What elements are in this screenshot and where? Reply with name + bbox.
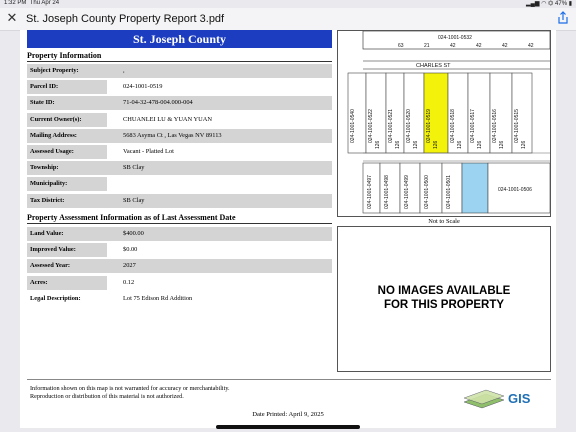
map-parcel-label: 024-1001-0521 bbox=[388, 109, 394, 143]
status-time: 1:32 PM Thu Apr 24 bbox=[4, 0, 60, 6]
info-row bbox=[27, 227, 332, 241]
date-printed: Date Printed: April 9, 2025 bbox=[252, 411, 324, 418]
county-header: St. Joseph County bbox=[27, 30, 332, 48]
map-parcel-label: 024-1001-0520 bbox=[406, 109, 412, 143]
row-value: 0.12 bbox=[123, 278, 135, 286]
info-row bbox=[27, 292, 332, 306]
document-titlebar bbox=[0, 8, 576, 31]
map-parcel-label: 024-1001-0540 bbox=[350, 109, 356, 143]
map-parcel-label: 024-1001-0506 bbox=[498, 187, 532, 193]
section-assessment-info: Property Assessment Information as of Last Assessment Date bbox=[27, 213, 236, 222]
row-value: 5683 Asyma Ct , Las Vegas NV 89113 bbox=[107, 129, 332, 143]
map-parcel-label: 024-1001-0497 bbox=[367, 175, 373, 209]
not-to-scale-label: Not to Scale bbox=[428, 218, 460, 225]
gis-logo bbox=[460, 382, 550, 412]
map-lot-dimension: 126 bbox=[413, 140, 419, 149]
row-value: 71-04-32-478-004.000-004 bbox=[107, 96, 332, 110]
status-battery: ▂▄▆ ◠ ⏣ 47% ▮ bbox=[526, 1, 572, 7]
map-lot-dimension: 21 bbox=[424, 43, 430, 49]
row-label: Improved Value: bbox=[27, 243, 107, 257]
row-label: Municipality: bbox=[27, 177, 107, 191]
map-lot-dimension: 42 bbox=[450, 43, 456, 49]
map-lot-dimension: 126 bbox=[521, 140, 527, 149]
footer-divider bbox=[27, 379, 551, 380]
map-lot-dimension: 126 bbox=[395, 140, 401, 149]
row-label: Legal Description: bbox=[30, 294, 81, 302]
map-parcel-label: 024-1001-0501 bbox=[446, 175, 452, 209]
home-indicator[interactable] bbox=[216, 425, 360, 429]
row-value: $0.00 bbox=[123, 246, 138, 254]
map-lot-dimension: 42 bbox=[476, 43, 482, 49]
map-lot-dimension: 42 bbox=[528, 43, 534, 49]
map-parcel-label: 024-1001-0516 bbox=[492, 109, 498, 143]
row-label: Current Owner(s): bbox=[27, 113, 107, 127]
map-lot-dimension: 126 bbox=[375, 140, 381, 149]
map-lot-dimension: 126 bbox=[457, 140, 463, 149]
no-images-text-line2: FOR THIS PROPERTY bbox=[383, 299, 505, 311]
map-lot-dimension: 126 bbox=[477, 140, 483, 149]
row-label: Mailing Address: bbox=[27, 129, 107, 143]
row-label: Parcel ID: bbox=[27, 80, 107, 94]
row-value: Vacant - Platted Lot bbox=[123, 148, 174, 155]
info-row bbox=[27, 96, 332, 110]
row-value: SB Clay bbox=[107, 161, 332, 175]
map-parcel-label: 024-1001-0515 bbox=[514, 109, 520, 143]
info-row bbox=[27, 64, 332, 78]
document-title: St. Joseph County Property Report 3.pdf bbox=[26, 13, 225, 25]
map-lot-dimension: 63 bbox=[398, 43, 404, 49]
row-value: , bbox=[107, 64, 332, 78]
info-row bbox=[27, 129, 332, 143]
map-street-label: CHARLES ST bbox=[416, 63, 451, 69]
info-row bbox=[27, 80, 332, 94]
share-icon[interactable] bbox=[556, 11, 570, 25]
map-parcel bbox=[442, 163, 462, 213]
map-parcel bbox=[380, 163, 400, 213]
row-label: Land Value: bbox=[27, 227, 107, 241]
map-parcel-label: 024-1001-0500 bbox=[424, 175, 430, 209]
status-bar bbox=[0, 0, 576, 8]
row-label: Tax District: bbox=[27, 194, 107, 208]
pdf-page bbox=[20, 30, 556, 428]
info-row bbox=[27, 194, 332, 208]
info-row bbox=[27, 276, 332, 290]
info-row bbox=[27, 161, 332, 175]
row-value: 024-1001-0519 bbox=[123, 83, 163, 91]
no-images-text-line1: NO IMAGES AVAILABLE bbox=[377, 285, 511, 297]
row-value: $400.00 bbox=[107, 227, 332, 241]
map-lot-dimension: 126 bbox=[499, 140, 505, 149]
map-parcel-label: 024-1001-0499 bbox=[404, 175, 410, 209]
map-parcel-label: 024-1001-0498 bbox=[384, 175, 390, 209]
disclaimer-text: Information shown on this map is not warranted for accuracy or merchantability. Reproduction or distribution of this material is not authorized. bbox=[30, 385, 230, 400]
row-label: Subject Property: bbox=[27, 64, 107, 78]
map-lot-dimension: 126 bbox=[433, 140, 439, 149]
row-label: State ID: bbox=[27, 96, 107, 110]
map-label-top-parcel: 024-1001-0532 bbox=[438, 35, 472, 41]
row-value: Lot 75 Edison Rd Addition bbox=[123, 294, 193, 302]
section-property-info: Property Information bbox=[27, 51, 102, 60]
no-images-panel bbox=[337, 226, 551, 372]
row-value: SB Clay bbox=[107, 194, 332, 208]
info-row bbox=[27, 259, 332, 273]
parcel-map[interactable] bbox=[337, 30, 551, 217]
info-row bbox=[27, 243, 332, 257]
section-divider bbox=[27, 61, 332, 62]
map-lot-dimension: 42 bbox=[502, 43, 508, 49]
info-row bbox=[27, 177, 332, 191]
row-value: 2027 bbox=[107, 259, 332, 273]
row-label: Assessed Usage: bbox=[27, 145, 107, 159]
section-divider bbox=[27, 223, 332, 224]
row-label: Assessed Year: bbox=[27, 259, 107, 273]
row-value bbox=[107, 177, 332, 191]
map-parcel-label: 024-1001-0522 bbox=[368, 109, 374, 143]
info-row bbox=[27, 113, 332, 127]
map-parcel bbox=[462, 163, 488, 213]
map-parcel-label: 024-1001-0518 bbox=[450, 109, 456, 143]
map-parcel bbox=[400, 163, 420, 213]
row-value: CHUANLEI LU & YUAN YUAN bbox=[123, 115, 212, 123]
map-parcel-label: 024-1001-0517 bbox=[470, 109, 476, 143]
info-row bbox=[27, 145, 332, 159]
close-icon[interactable]: ✕ bbox=[6, 10, 18, 25]
map-parcel-label: 024-1001-0519 bbox=[426, 109, 432, 143]
row-label: Township: bbox=[27, 161, 107, 175]
row-label: Acres: bbox=[27, 276, 107, 290]
gis-logo-text: GIS bbox=[508, 391, 531, 406]
